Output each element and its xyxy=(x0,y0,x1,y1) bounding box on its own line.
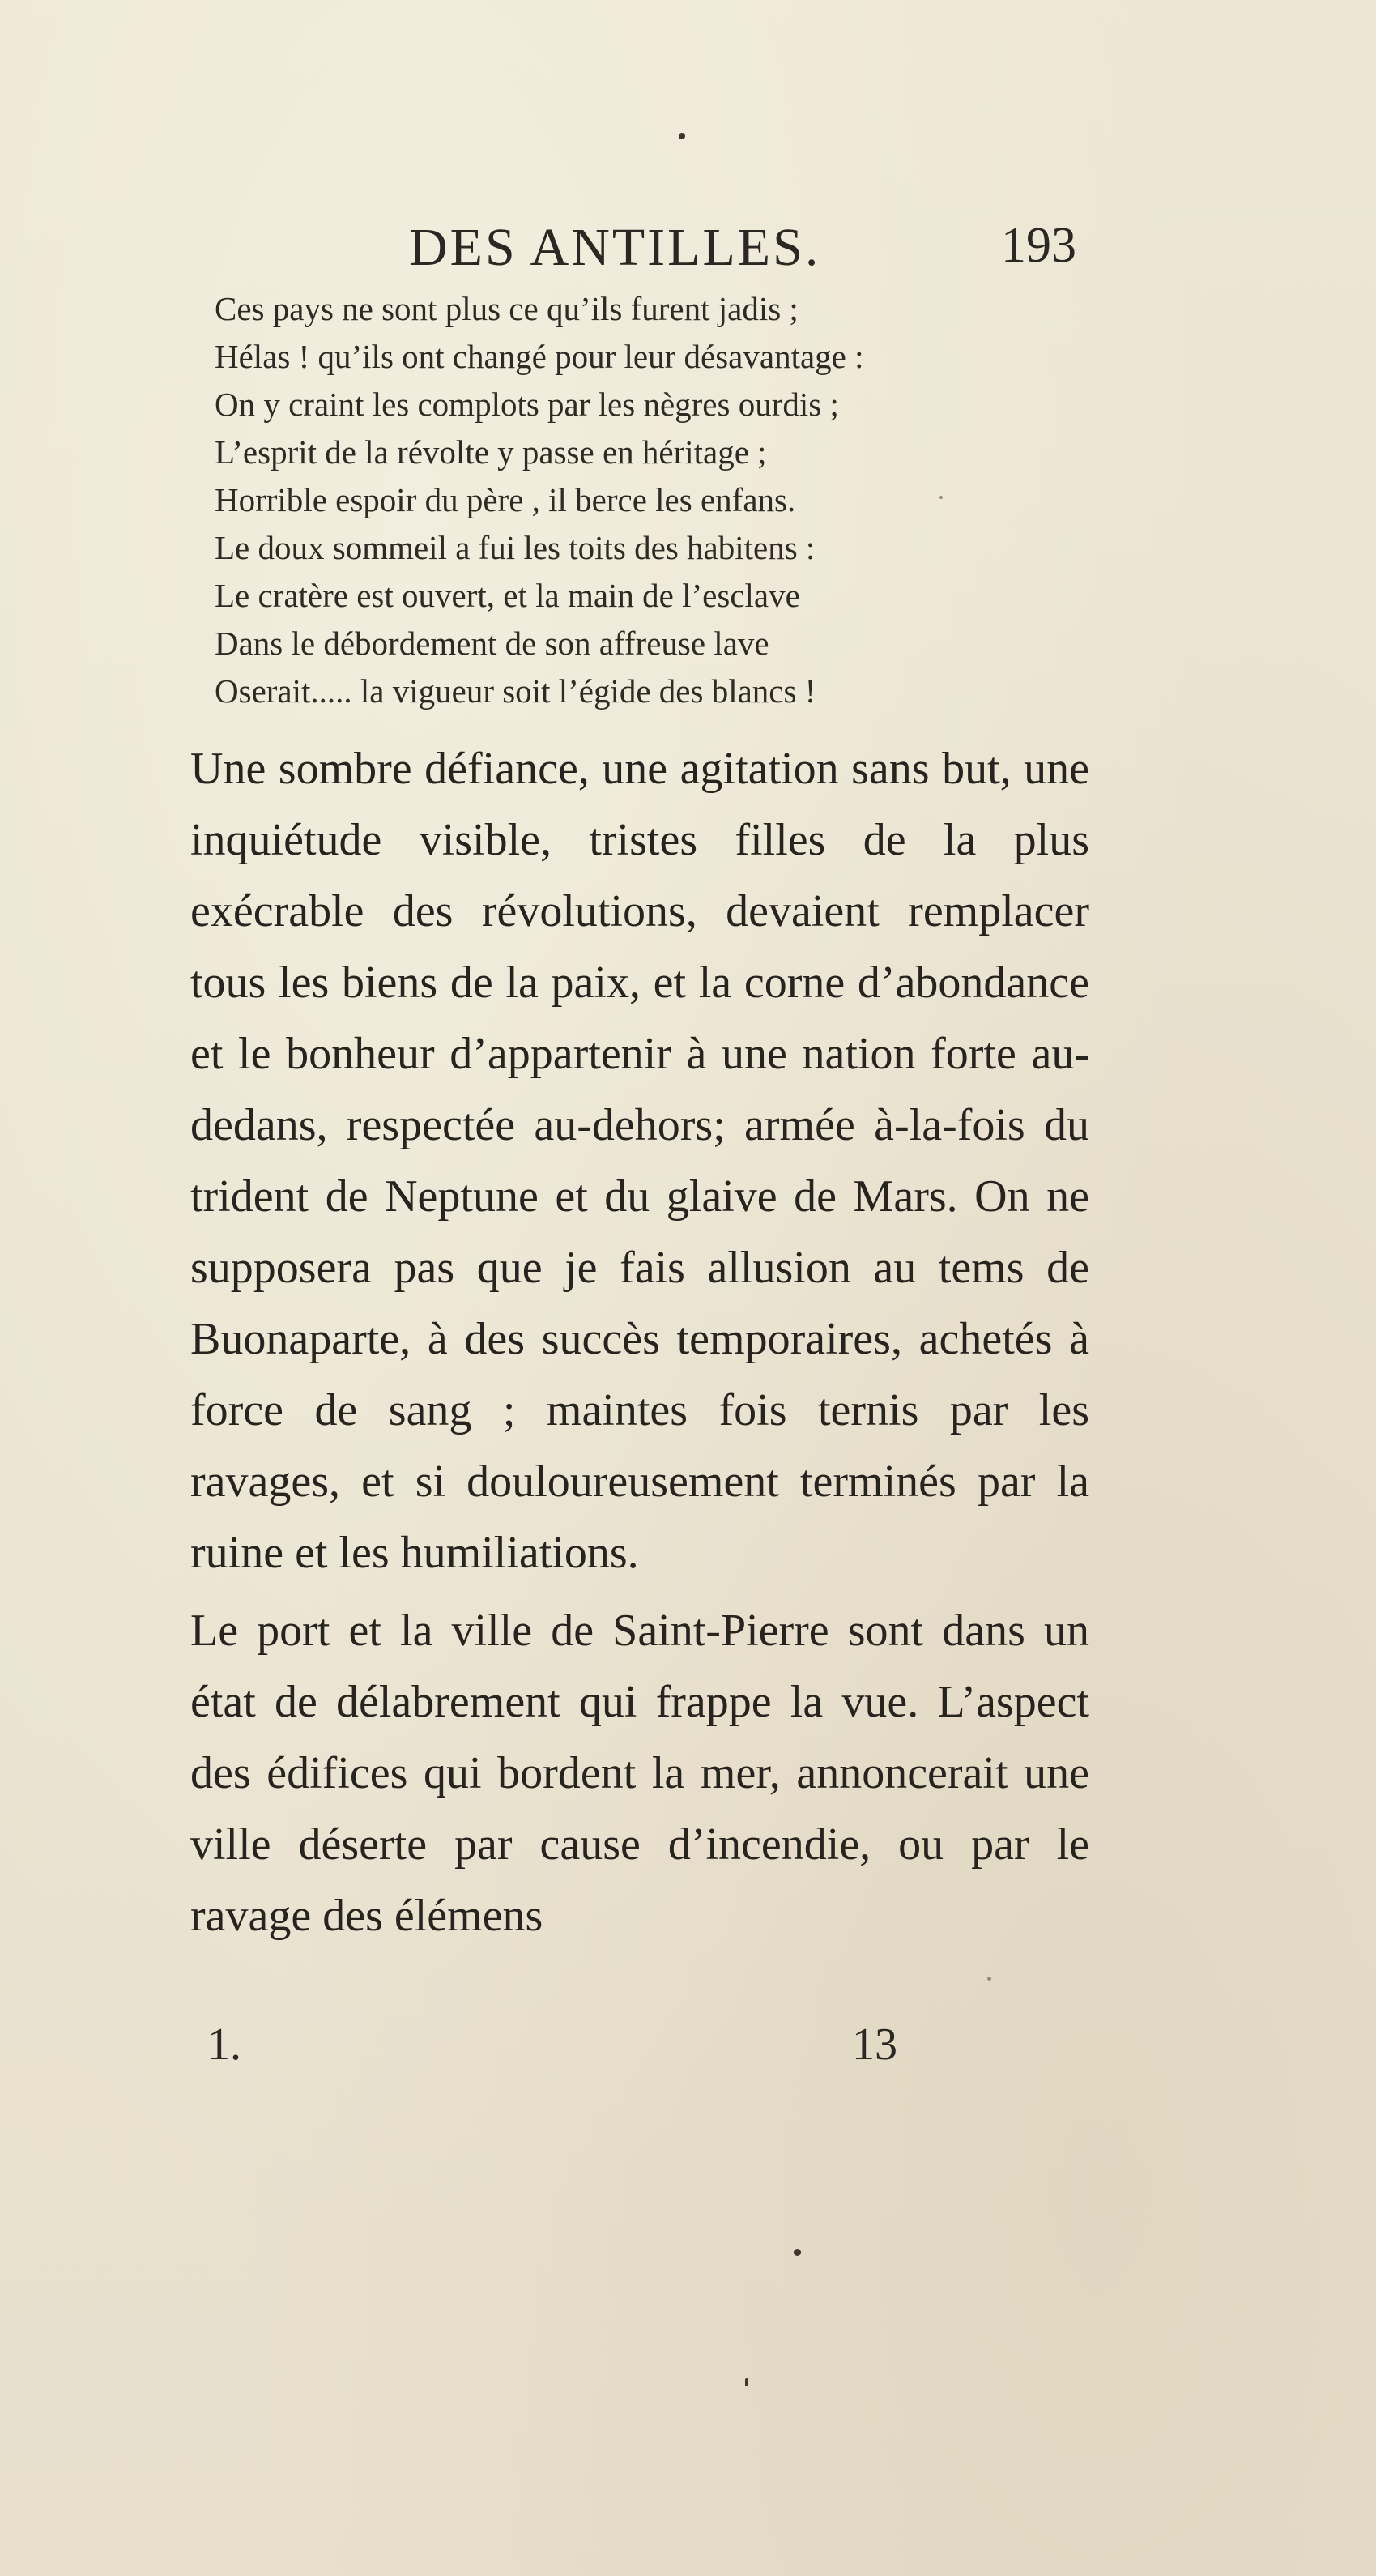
verse-line: Dans le débordement de son affreuse lave xyxy=(215,625,769,662)
prose-block xyxy=(190,733,1089,1951)
verse-line: Hélas ! qu’ils ont changé pour leur désavantage : xyxy=(215,338,864,375)
paper-speck xyxy=(794,2249,801,2256)
page-header xyxy=(0,217,1376,282)
page-number: 193 xyxy=(1001,218,1076,273)
verse-line: Le cratère est ouvert, et la main de l’esclave xyxy=(215,577,800,614)
paragraph: Une sombre défiance, une agitation sans but, une inquiétude visible, tristes filles de la plus exécrable des révolutions, devaient remplacer tous les biens de la paix, et la corne d’abondance et le bonheur d’appartenir à une nation forte au-dedans, respectée au-dehors; armée à-la-fois du trident de Neptune et du glaive de Mars. On ne supposera pas que je fais allusion au tems de Buonaparte, à des succès temporaires, achetés à force de sang ; maintes fois ternis par les ravages, et si douloureusement terminés par la ruine et les humiliations. xyxy=(190,744,1089,1578)
paper-speck xyxy=(745,2378,748,2386)
page-footer xyxy=(0,2019,1376,2075)
verse-line: Oserait..... la vigueur soit l’égide des blancs ! xyxy=(215,672,816,710)
signature-mark: 1. xyxy=(207,2019,241,2070)
verse-line: Horrible espoir du père , il berce les enfans. xyxy=(215,481,796,518)
sheet-number: 13 xyxy=(852,2019,897,2070)
verse-block xyxy=(215,285,1025,715)
paragraph: Le port et la ville de Saint-Pierre sont dans un état de délabrement qui frappe la vue. L’aspect des édifices qui bordent la mer, annoncerait une ville déserte par cause d’incendie, ou par le ravage des élémens xyxy=(190,1606,1089,1941)
running-title: DES ANTILLES. xyxy=(409,218,821,277)
verse-line: Ces pays ne sont plus ce qu’ils furent jadis ; xyxy=(215,290,799,327)
verse-line: L’esprit de la révolte y passe en héritage ; xyxy=(215,433,767,471)
paper-speck xyxy=(939,496,943,499)
paper-speck xyxy=(679,133,685,139)
verse-line: Le doux sommeil a fui les toits des habitens : xyxy=(215,529,816,566)
verse-line: On y craint les complots par les nègres ourdis ; xyxy=(215,386,839,423)
paper-speck xyxy=(987,1977,991,1981)
